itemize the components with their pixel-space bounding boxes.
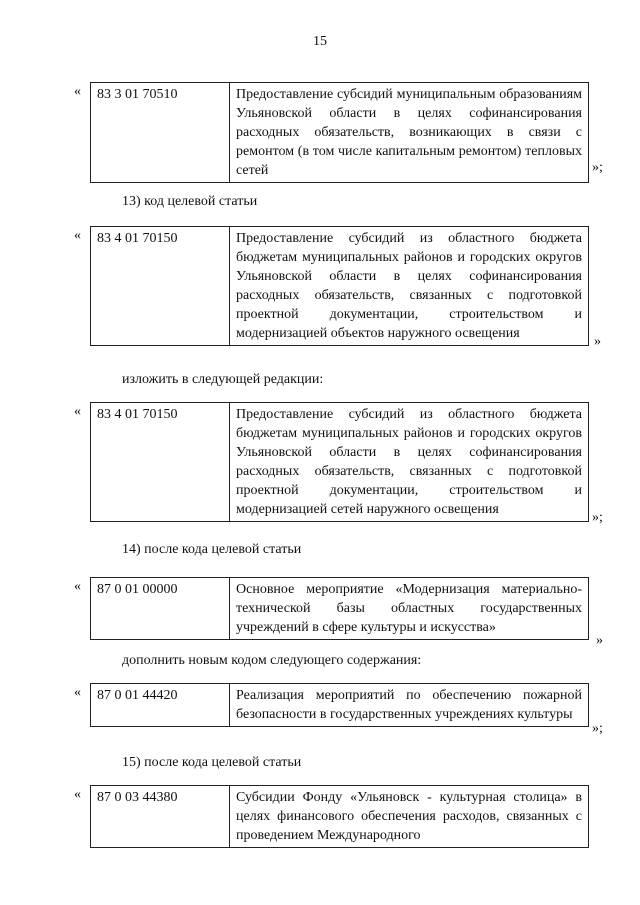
code-table	[90, 402, 589, 522]
close-quote: »;	[592, 160, 603, 175]
code-cell: 83 4 01 70150	[91, 403, 230, 521]
paragraph-edit: изложить в следующей редакции:	[122, 372, 324, 387]
open-quote: «	[74, 787, 81, 802]
code-cell: 83 3 01 70510	[91, 83, 230, 182]
code-cell: 87 0 01 00000	[91, 578, 230, 639]
description-cell: Предоставление субсидий из областного бюджета бюджетам муниципальных районов и городских округов Ульяновской области в целях софинансирования расходных обязательств, связанных с подготовкой проектной документации, строительством и модернизацией сетей наружного освещения	[236, 407, 582, 517]
close-quote: »;	[592, 721, 603, 736]
close-quote: »	[594, 334, 601, 349]
paragraph-13: 13) код целевой статьи	[122, 194, 258, 209]
code-table	[90, 577, 589, 640]
page-number: 15	[313, 34, 327, 49]
code-table	[90, 785, 589, 848]
description-cell: Предоставление субсидий из областного бюджета бюджетам муниципальных районов и городских округов Ульяновской области в целях софинансирования расходных обязательств, связанных с подготовкой проектной документации, строительством и модернизацией объектов наружного освещения	[236, 231, 582, 341]
description-cell: Субсидии Фонду «Ульяновск - культурная столица» в целях финансового обеспечения расходов, связанных с проведением Международного	[236, 790, 582, 843]
open-quote: «	[74, 404, 81, 419]
code-cell: 87 0 03 44380	[91, 786, 230, 847]
code-table	[90, 683, 589, 727]
code-cell: 83 4 01 70150	[91, 227, 230, 345]
open-quote: «	[74, 685, 81, 700]
paragraph-add: дополнить новым кодом следующего содержания:	[122, 653, 422, 668]
open-quote: «	[74, 84, 81, 99]
description-cell: Предоставление субсидий муниципальным образованиям Ульяновской области в целях софинансирования расходных обязательств, возникающих в связи с ремонтом (в том числе капитальным ремонтом) тепловых сетей	[236, 87, 582, 178]
description-cell: Реализация мероприятий по обеспечению пожарной безопасности в государственных учреждениях культуры	[236, 688, 582, 722]
open-quote: «	[74, 579, 81, 594]
paragraph-14: 14) после кода целевой статьи	[122, 542, 302, 557]
code-table	[90, 82, 589, 183]
paragraph-15: 15) после кода целевой статьи	[122, 755, 302, 770]
code-table	[90, 226, 589, 346]
close-quote: »;	[592, 510, 603, 525]
description-cell: Основное мероприятие «Модернизация материально-технической базы областных государственных учреждений в сфере культуры и искусства»	[236, 582, 582, 635]
open-quote: «	[74, 228, 81, 243]
close-quote: »	[596, 633, 603, 648]
code-cell: 87 0 01 44420	[91, 684, 230, 726]
